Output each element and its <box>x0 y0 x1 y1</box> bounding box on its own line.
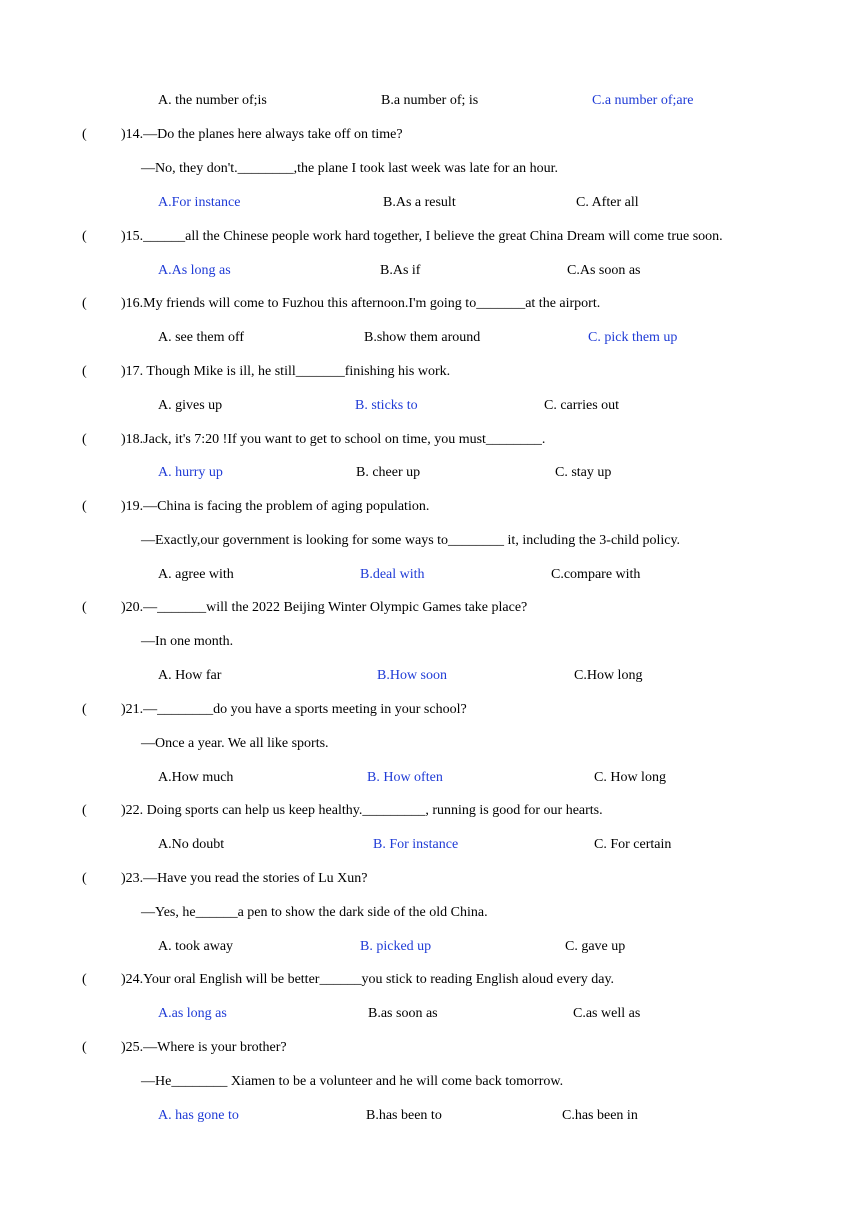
q14-extra: —No, they don't.________,the plane I took last week was late for an hour. <box>141 161 558 176</box>
q23-option-b: B. picked up <box>360 939 432 954</box>
q14-option-b: B.As a result <box>383 195 456 210</box>
q14-paren: ( <box>82 127 87 142</box>
q24-option-c: C.as well as <box>573 1006 641 1021</box>
q17-option-c: C. carries out <box>544 398 620 413</box>
q19-option-a: A. agree with <box>158 567 234 582</box>
q15-option-b: B.As if <box>380 263 421 278</box>
q23-option-a: A. took away <box>158 939 234 954</box>
q15-stem: )15.______all the Chinese people work hard together, I believe the great China Dream will come true soon. <box>121 229 723 244</box>
q23-extra: —Yes, he______a pen to show the dark side of the old China. <box>141 905 488 920</box>
q18-option-b: B. cheer up <box>356 465 421 480</box>
q17-option-b: B. sticks to <box>355 398 418 413</box>
q15-option-c: C.As soon as <box>567 263 641 278</box>
q24-option-b: B.as soon as <box>368 1006 438 1021</box>
q25-option-c: C.has been in <box>562 1108 638 1123</box>
q18-paren: ( <box>82 432 87 447</box>
q21-option-c: C. How long <box>594 770 666 785</box>
q20-option-c: C.How long <box>574 668 643 683</box>
q20-stem: )20.—_______will the 2022 Beijing Winter Olympic Games take place? <box>121 600 528 615</box>
q13-option-c: C.a number of;are <box>592 93 694 108</box>
q17-option-a: A. gives up <box>158 398 223 413</box>
q25-stem: )25.—Where is your brother? <box>121 1040 287 1055</box>
q25-extra: —He________ Xiamen to be a volunteer and he will come back tomorrow. <box>141 1074 564 1089</box>
q19-extra: —Exactly,our government is looking for some ways to________ it, including the 3-child policy. <box>141 533 681 548</box>
q22-paren: ( <box>82 803 87 818</box>
q23-option-c: C. gave up <box>565 939 626 954</box>
q13-option-b: B.a number of; is <box>381 93 479 108</box>
q16-option-a: A. see them off <box>158 330 245 345</box>
q13-option-a: A. the number of;is <box>158 93 267 108</box>
q16-stem: )16.My friends will come to Fuzhou this afternoon.I'm going to_______at the airport. <box>121 296 601 311</box>
q16-option-b: B.show them around <box>364 330 481 345</box>
q18-option-a: A. hurry up <box>158 465 223 480</box>
q22-option-c: C. For certain <box>594 837 672 852</box>
q15-option-a: A.As long as <box>158 263 231 278</box>
q24-stem: )24.Your oral English will be better______you stick to reading English aloud every day. <box>121 972 615 987</box>
q20-option-b: B.How soon <box>377 668 448 683</box>
q16-option-c: C. pick them up <box>588 330 678 345</box>
q14-option-c: C. After all <box>576 195 639 210</box>
q21-option-b: B. How often <box>367 770 443 785</box>
q22-stem: )22. Doing sports can help us keep healthy._________, running is good for our hearts. <box>121 803 603 818</box>
q17-stem: )17. Though Mike is ill, he still_______finishing his work. <box>121 364 451 379</box>
q18-stem: )18.Jack, it's 7:20 !If you want to get to school on time, you must________. <box>121 432 546 447</box>
q23-paren: ( <box>82 871 87 886</box>
q22-option-b: B. For instance <box>373 837 459 852</box>
q14-option-a: A.For instance <box>158 195 241 210</box>
q24-paren: ( <box>82 972 87 987</box>
q19-stem: )19.—China is facing the problem of aging population. <box>121 499 430 514</box>
q20-extra: —In one month. <box>141 634 234 649</box>
q16-paren: ( <box>82 296 87 311</box>
q14-stem: )14.—Do the planes here always take off on time? <box>121 127 403 142</box>
q17-paren: ( <box>82 364 87 379</box>
q20-option-a: A. How far <box>158 668 222 683</box>
q25-option-a: A. has gone to <box>158 1108 239 1123</box>
q21-option-a: A.How much <box>158 770 234 785</box>
q25-option-b: B.has been to <box>366 1108 442 1123</box>
q21-paren: ( <box>82 702 87 717</box>
q19-option-b: B.deal with <box>360 567 425 582</box>
q19-paren: ( <box>82 499 87 514</box>
q23-stem: )23.—Have you read the stories of Lu Xun? <box>121 871 368 886</box>
q18-option-c: C. stay up <box>555 465 612 480</box>
q15-paren: ( <box>82 229 87 244</box>
q19-option-c: C.compare with <box>551 567 641 582</box>
q20-paren: ( <box>82 600 87 615</box>
q25-paren: ( <box>82 1040 87 1055</box>
q22-option-a: A.No doubt <box>158 837 225 852</box>
q24-option-a: A.as long as <box>158 1006 227 1021</box>
q21-extra: —Once a year. We all like sports. <box>141 736 329 751</box>
q21-stem: )21.—________do you have a sports meeting in your school? <box>121 702 467 717</box>
